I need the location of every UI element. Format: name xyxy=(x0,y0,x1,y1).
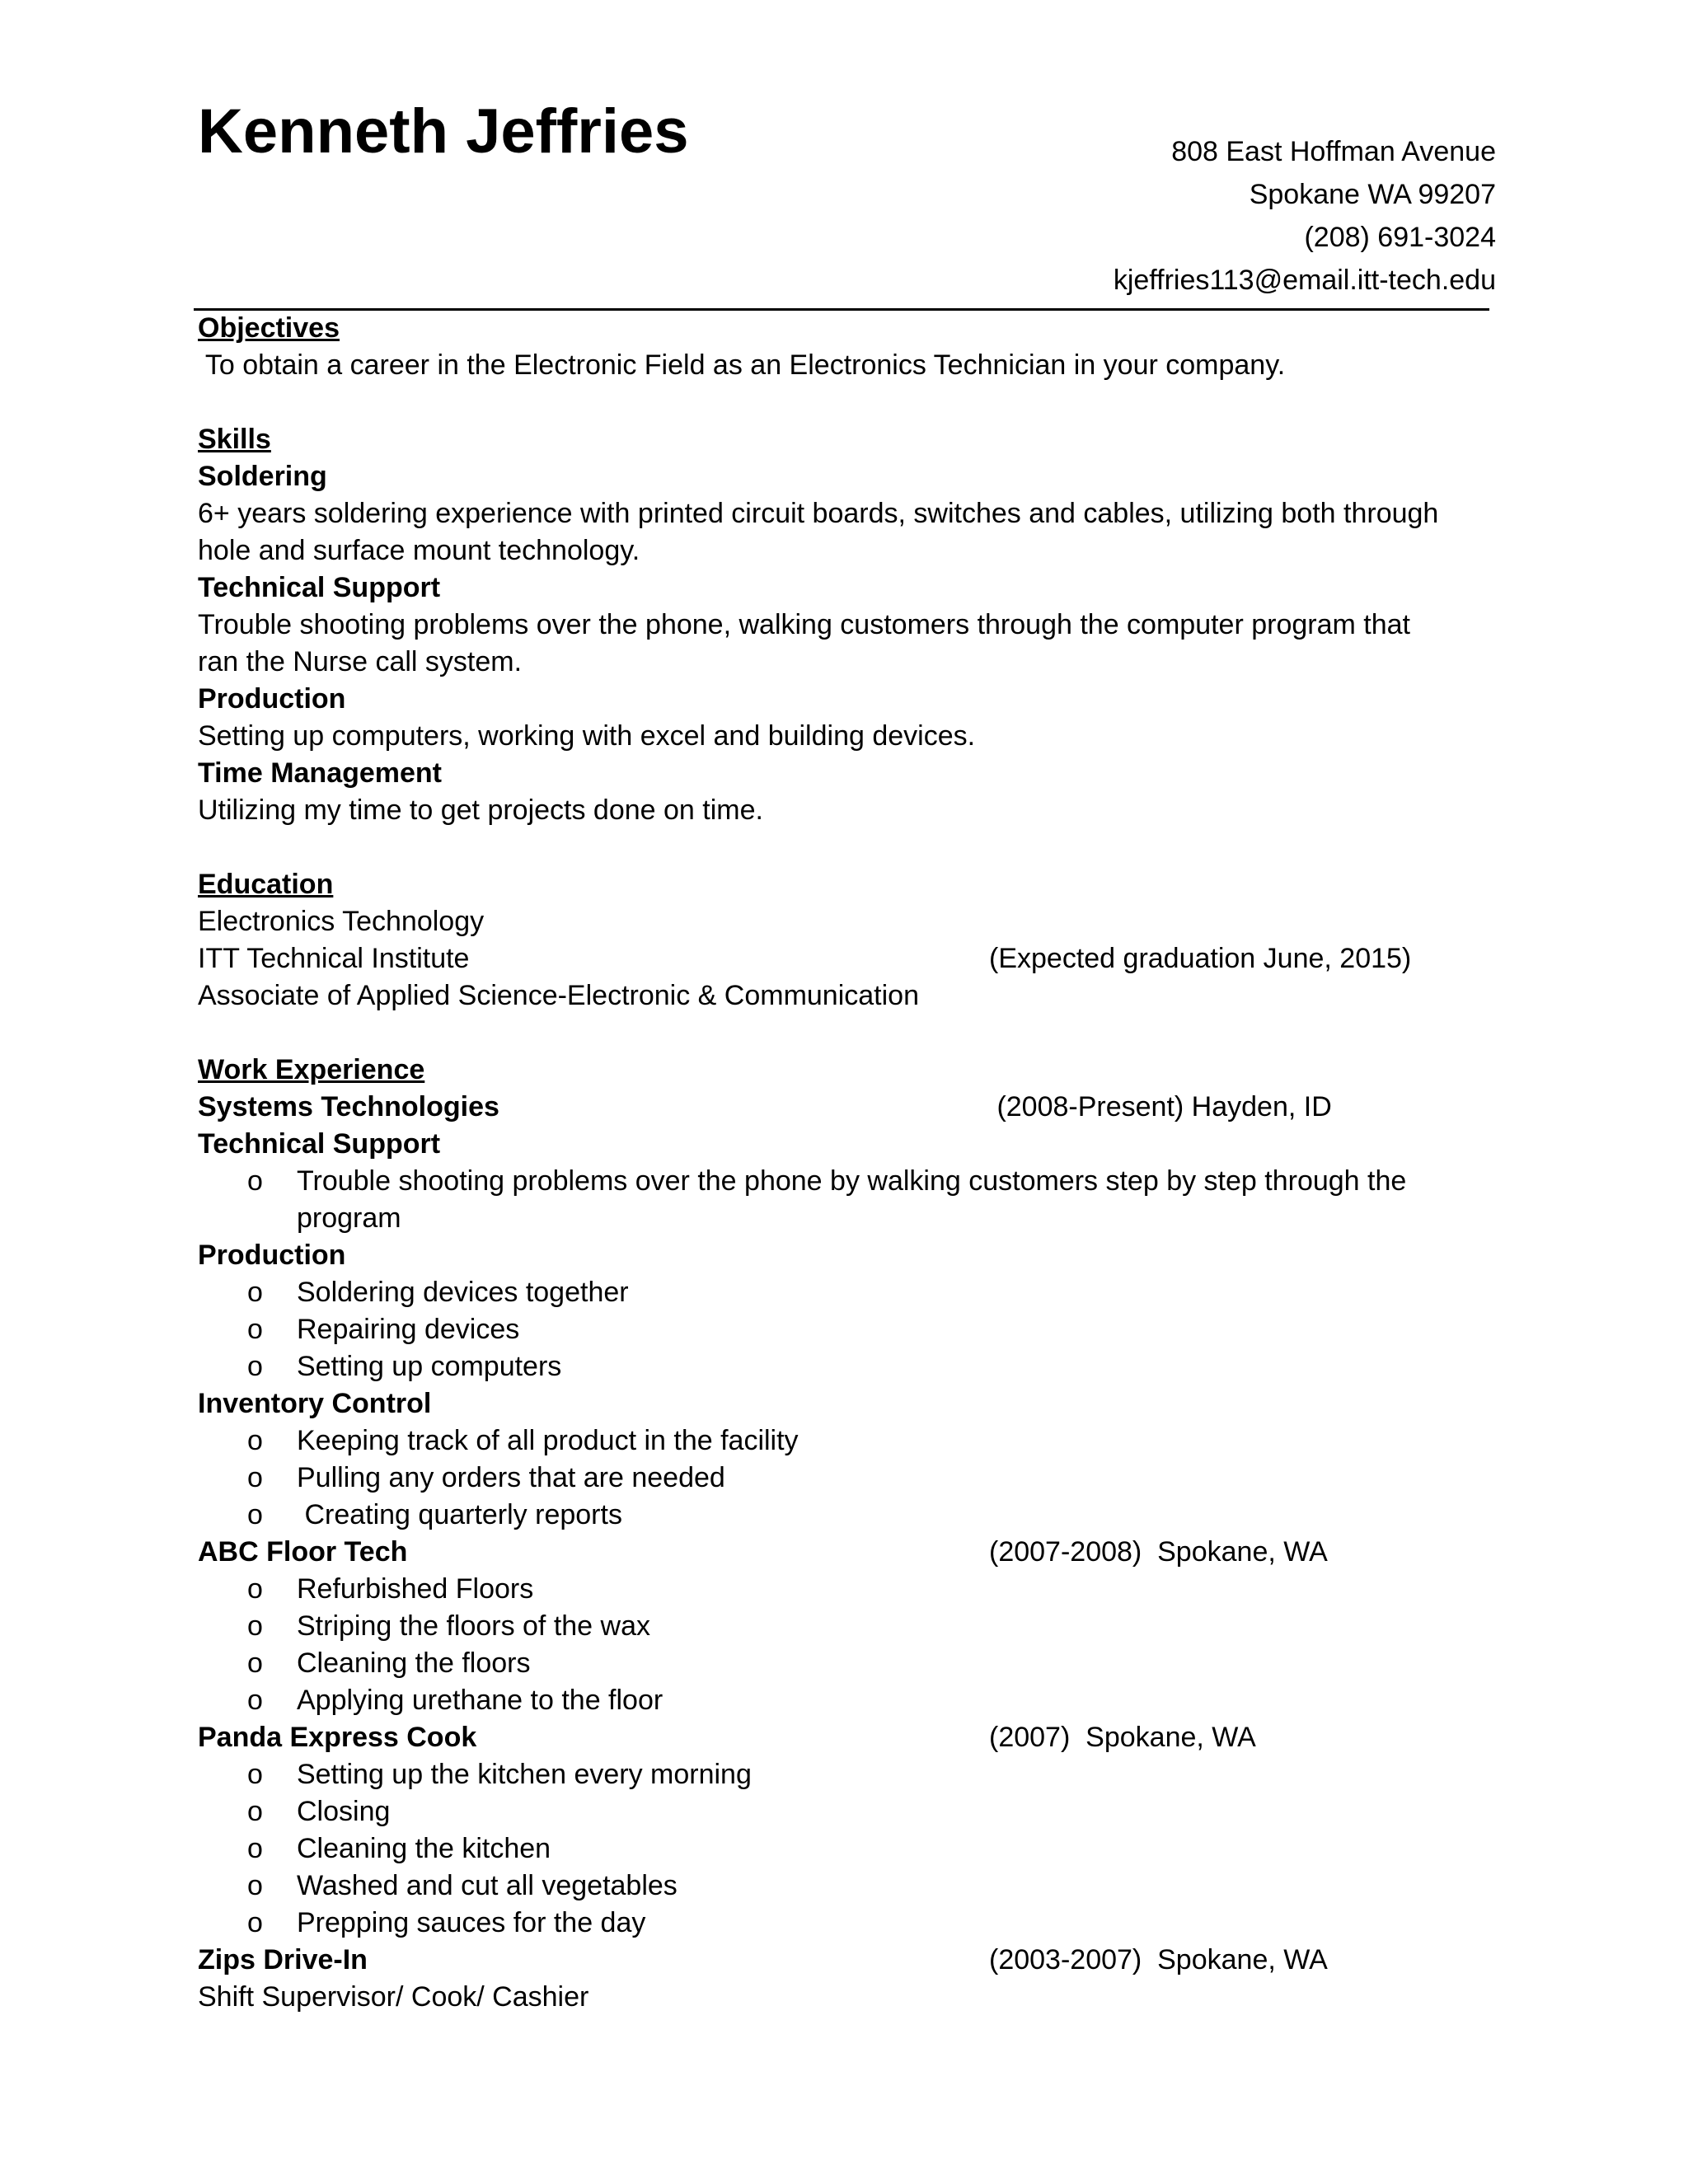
education-graduation: (Expected graduation June, 2015) xyxy=(989,943,1412,974)
list-item xyxy=(198,1422,1484,1460)
employer-name-systems: Systems Technologies xyxy=(198,1091,499,1122)
list-item xyxy=(198,1793,1484,1830)
group-title-technical-support: Technical Support xyxy=(198,1128,441,1160)
skill-text-soldering: 6+ years soldering experience with printed circuit boards, switches and cables, utilizing both through hole and surface mount technology. xyxy=(198,498,1439,566)
employer-name-zips: Zips Drive-In xyxy=(198,1944,368,1975)
employer-dates-systems: (2008-Present) Hayden, ID xyxy=(989,1091,1332,1122)
employer-row-zips xyxy=(198,1942,1484,1979)
address-line-1: 808 East Hoffman Avenue xyxy=(1171,136,1496,167)
bullet-marker: o xyxy=(247,1907,263,1938)
bullet-marker: o xyxy=(247,1685,263,1716)
list-item xyxy=(198,1608,1484,1645)
employer-name-abc: ABC Floor Tech xyxy=(198,1536,408,1568)
employer-row-abc xyxy=(198,1534,1484,1571)
education-school-row xyxy=(198,940,1484,977)
list-item xyxy=(198,1274,1484,1311)
list-item-text: Trouble shooting problems over the phone by walking customers step by step through the program xyxy=(297,1165,1407,1234)
objectives-text: To obtain a career in the Electronic Field as an Electronics Technician in your company. xyxy=(198,349,1286,381)
list-item-text: Cleaning the kitchen xyxy=(297,1833,551,1864)
candidate-name: Kenneth Jeffries xyxy=(198,96,689,166)
list-item xyxy=(198,1905,1484,1942)
list-item-text: Setting up the kitchen every morning xyxy=(297,1759,752,1790)
list-item-text: Refurbished Floors xyxy=(297,1573,534,1605)
employer-dates-panda: (2007) Spokane, WA xyxy=(989,1722,1256,1753)
list-item-text: Cleaning the floors xyxy=(297,1647,531,1679)
employer-row-panda xyxy=(198,1719,1484,1756)
list-item-text: Creating quarterly reports xyxy=(297,1499,622,1530)
education-degree: Associate of Applied Science-Electronic & Communication xyxy=(198,980,919,1011)
bullet-marker: o xyxy=(247,1277,263,1308)
employer-dates-zips: (2003-2007) Spokane, WA xyxy=(989,1944,1328,1975)
list-item-text: Striping the floors of the wax xyxy=(297,1610,651,1642)
skill-title-technical-support: Technical Support xyxy=(198,572,441,603)
list-item-text: Soldering devices together xyxy=(297,1277,629,1308)
phone-number: (208) 691-3024 xyxy=(1304,222,1496,253)
list-item xyxy=(198,1311,1484,1348)
list-item xyxy=(198,1682,1484,1719)
list-item xyxy=(198,1571,1484,1608)
work-heading: Work Experience xyxy=(198,1054,425,1085)
resume-body xyxy=(198,310,1484,2016)
bullet-marker: o xyxy=(247,1425,263,1456)
skill-text-production: Setting up computers, working with excel and building devices. xyxy=(198,720,976,752)
skill-title-time-management: Time Management xyxy=(198,757,443,789)
skill-title-production: Production xyxy=(198,683,346,715)
bullet-marker: o xyxy=(247,1499,263,1530)
address-line-2: Spokane WA 99207 xyxy=(1249,179,1496,210)
group-title-production: Production xyxy=(198,1240,346,1271)
contact-block xyxy=(1114,130,1496,302)
list-item-text: Repairing devices xyxy=(297,1314,520,1345)
employer-name-panda: Panda Express Cook xyxy=(198,1722,477,1753)
bullet-marker: o xyxy=(247,1796,263,1827)
list-item-text: Prepping sauces for the day xyxy=(297,1907,646,1938)
bullet-marker: o xyxy=(247,1351,263,1382)
bullet-marker: o xyxy=(247,1314,263,1345)
bullet-marker: o xyxy=(247,1610,263,1642)
list-item-text: Setting up computers xyxy=(297,1351,562,1382)
skills-heading: Skills xyxy=(198,424,271,455)
group-title-inventory-control: Inventory Control xyxy=(198,1388,432,1419)
list-item xyxy=(198,1645,1484,1682)
education-school: ITT Technical Institute xyxy=(198,943,470,974)
bullet-marker: o xyxy=(247,1833,263,1864)
list-item-text: Keeping track of all product in the facility xyxy=(297,1425,799,1456)
list-item xyxy=(198,1497,1484,1534)
bullet-marker: o xyxy=(247,1573,263,1605)
education-program: Electronics Technology xyxy=(198,906,485,937)
list-item xyxy=(198,1460,1484,1497)
bullet-marker: o xyxy=(247,1870,263,1901)
skill-text-time-management: Utilizing my time to get projects done on time. xyxy=(198,794,763,826)
education-heading: Education xyxy=(198,869,334,900)
skill-title-soldering: Soldering xyxy=(198,461,327,492)
list-item-text: Closing xyxy=(297,1796,391,1827)
zips-role: Shift Supervisor/ Cook/ Cashier xyxy=(198,1981,589,2013)
bullet-marker: o xyxy=(247,1165,263,1197)
employer-dates-abc: (2007-2008) Spokane, WA xyxy=(989,1536,1328,1568)
list-item xyxy=(198,1830,1484,1868)
list-item-text: Washed and cut all vegetables xyxy=(297,1870,678,1901)
employer-row-systems xyxy=(198,1089,1484,1126)
list-item xyxy=(198,1348,1484,1385)
list-item xyxy=(198,1163,1467,1237)
list-item-text: Pulling any orders that are needed xyxy=(297,1462,725,1493)
list-item xyxy=(198,1868,1484,1905)
skill-text-technical-support: Trouble shooting problems over the phone, walking customers through the computer program that ran the Nurse call system. xyxy=(198,609,1410,677)
list-item-text: Applying urethane to the floor xyxy=(297,1685,663,1716)
bullet-marker: o xyxy=(247,1647,263,1679)
bullet-marker: o xyxy=(247,1462,263,1493)
objectives-heading: Objectives xyxy=(198,312,340,344)
list-item xyxy=(198,1756,1484,1793)
bullet-marker: o xyxy=(247,1759,263,1790)
email-address: kjeffries113@email.itt-tech.edu xyxy=(1113,265,1496,296)
